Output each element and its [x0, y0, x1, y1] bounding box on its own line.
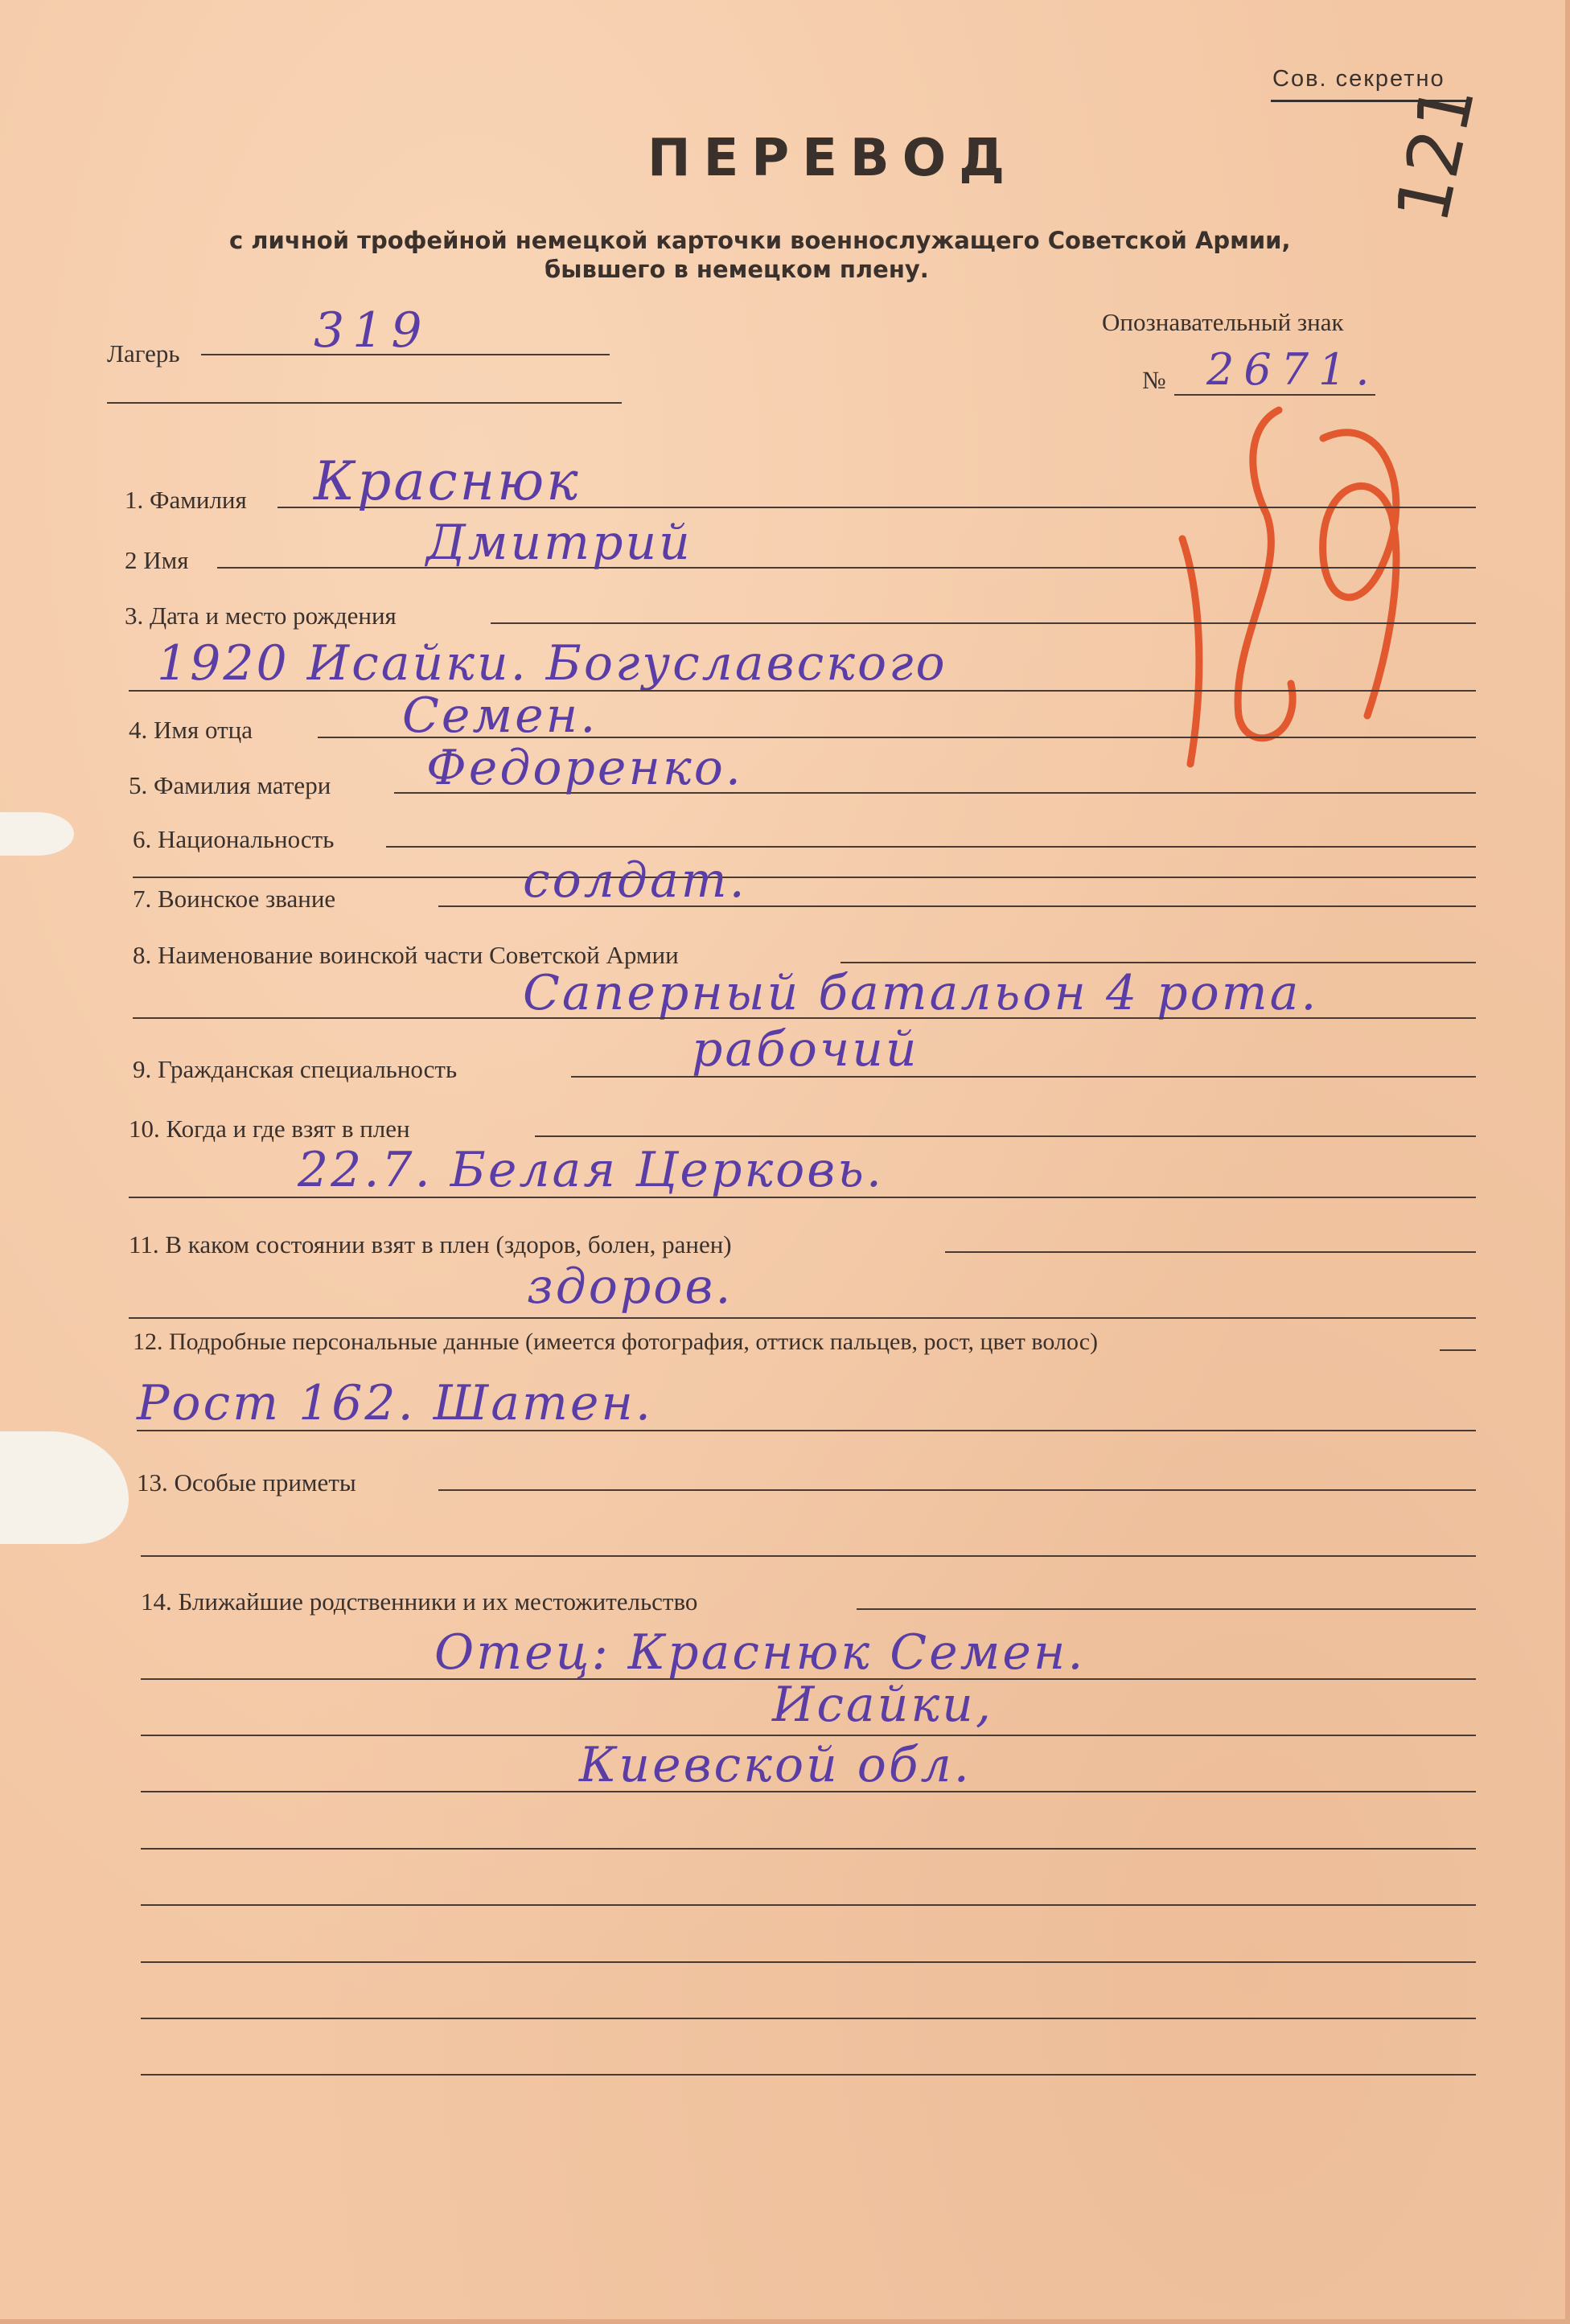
field-name-line: [217, 567, 1476, 569]
field-rank-value: солдат.: [523, 852, 747, 909]
field-unit-line-2: [133, 1017, 1476, 1019]
field-personal-data-line: [1440, 1349, 1476, 1351]
field-special-marks-line-2: [141, 1555, 1476, 1557]
field-capture-line: [535, 1135, 1476, 1137]
field-birth-value: 1920 Исайки. Богуславского: [157, 635, 947, 692]
field-birth-line: [491, 622, 1476, 624]
field-condition-value: здоров.: [527, 1258, 734, 1315]
document-subtitle-line1: с личной трофейной немецкой карточки военнослужащего Советской Армии,: [229, 227, 1291, 254]
field-personal-data-line-2: [137, 1430, 1476, 1431]
archive-number-annotation: 121: [1380, 76, 1492, 230]
field-unit-line: [840, 962, 1476, 963]
field-personal-data-value: Рост 162. Шатен.: [137, 1375, 653, 1431]
red-pencil-mark-stroke-5: [1238, 410, 1293, 738]
field-special-marks-line: [438, 1489, 1476, 1491]
id-tag-value: 2671.: [1206, 344, 1379, 395]
field-mother-surname-label: 5. Фамилия матери: [129, 771, 331, 799]
id-tag-label: Опознавательный знак: [1102, 308, 1344, 336]
field-condition-line: [945, 1251, 1476, 1253]
red-pencil-mark-stroke-1: [1182, 539, 1199, 764]
field-name-label: 2 Имя: [125, 546, 189, 574]
torn-edge: [0, 1431, 129, 1544]
field-father-name-value: Семен.: [402, 688, 598, 744]
camp-label: Лагерь: [107, 339, 180, 367]
field-relatives-value-line3: Киевской обл.: [579, 1737, 972, 1793]
red-pencil-mark-stroke-9: [1323, 433, 1396, 716]
field-capture-line-2: [129, 1197, 1476, 1198]
field-unit-label: 8. Наименование воинской части Советской Армии: [133, 941, 679, 969]
field-relatives-line-8: [141, 2018, 1476, 2019]
field-relatives-line-5: [141, 1848, 1476, 1850]
field-nationality-line: [386, 846, 1476, 848]
field-relatives-label: 14. Ближайшие родственники и их местожительство: [141, 1587, 698, 1616]
field-personal-data-label: 12. Подробные персональные данные (имеется фотография, оттиск пальцев, рост, цвет волос): [133, 1328, 1098, 1355]
field-relatives-line-4: [141, 1791, 1476, 1792]
field-relatives-line-7: [141, 1961, 1476, 1963]
field-capture-label: 10. Когда и где взят в плен: [129, 1115, 410, 1143]
field-birth-line-2: [129, 690, 1476, 692]
field-relatives-line: [857, 1608, 1476, 1610]
field-surname-label: 1. Фамилия: [125, 486, 247, 514]
field-civil-specialty-label: 9. Гражданская специальность: [133, 1055, 458, 1083]
field-father-name-label: 4. Имя отца: [129, 716, 253, 744]
field-relatives-line-3: [141, 1735, 1476, 1736]
field-relatives-value-line2: Исайки,: [772, 1677, 993, 1733]
field-special-marks-label: 13. Особые приметы: [137, 1468, 356, 1497]
torn-edge: [0, 812, 74, 856]
field-rank-label: 7. Воинское звание: [133, 885, 336, 913]
field-relatives-line-6: [141, 1904, 1476, 1906]
field-capture-value: 22.7. Белая Церковь.: [298, 1142, 884, 1198]
classification-stamp: Сов. секретно: [1272, 66, 1445, 92]
camp-line-2: [107, 402, 622, 404]
id-tag-number-sign: №: [1142, 366, 1166, 394]
field-civil-specialty-value: рабочий: [692, 1021, 919, 1078]
field-unit-value: Саперный батальон 4 рота.: [523, 965, 1319, 1021]
field-relatives-line-9: [141, 2074, 1476, 2076]
field-nationality-line-2: [133, 877, 1476, 878]
document-title: ПЕРЕВОД: [647, 129, 1018, 188]
field-mother-surname-value: Федоренко.: [426, 740, 743, 796]
red-pencil-mark: [1126, 378, 1432, 804]
field-condition-label: 11. В каком состоянии взят в плен (здоров, болен, ранен): [129, 1230, 732, 1258]
document-subtitle-line2: бывшего в немецком плену.: [545, 256, 929, 283]
field-name-value: Дмитрий: [426, 515, 693, 571]
field-nationality-label: 6. Национальность: [133, 825, 335, 853]
field-relatives-value-line1: Отец: Краснюк Семен.: [434, 1624, 1086, 1681]
field-condition-line-2: [129, 1317, 1476, 1319]
camp-value: 319: [314, 302, 430, 359]
field-surname-value: Краснюк: [314, 450, 581, 512]
field-birth-label: 3. Дата и место рождения: [125, 602, 397, 630]
